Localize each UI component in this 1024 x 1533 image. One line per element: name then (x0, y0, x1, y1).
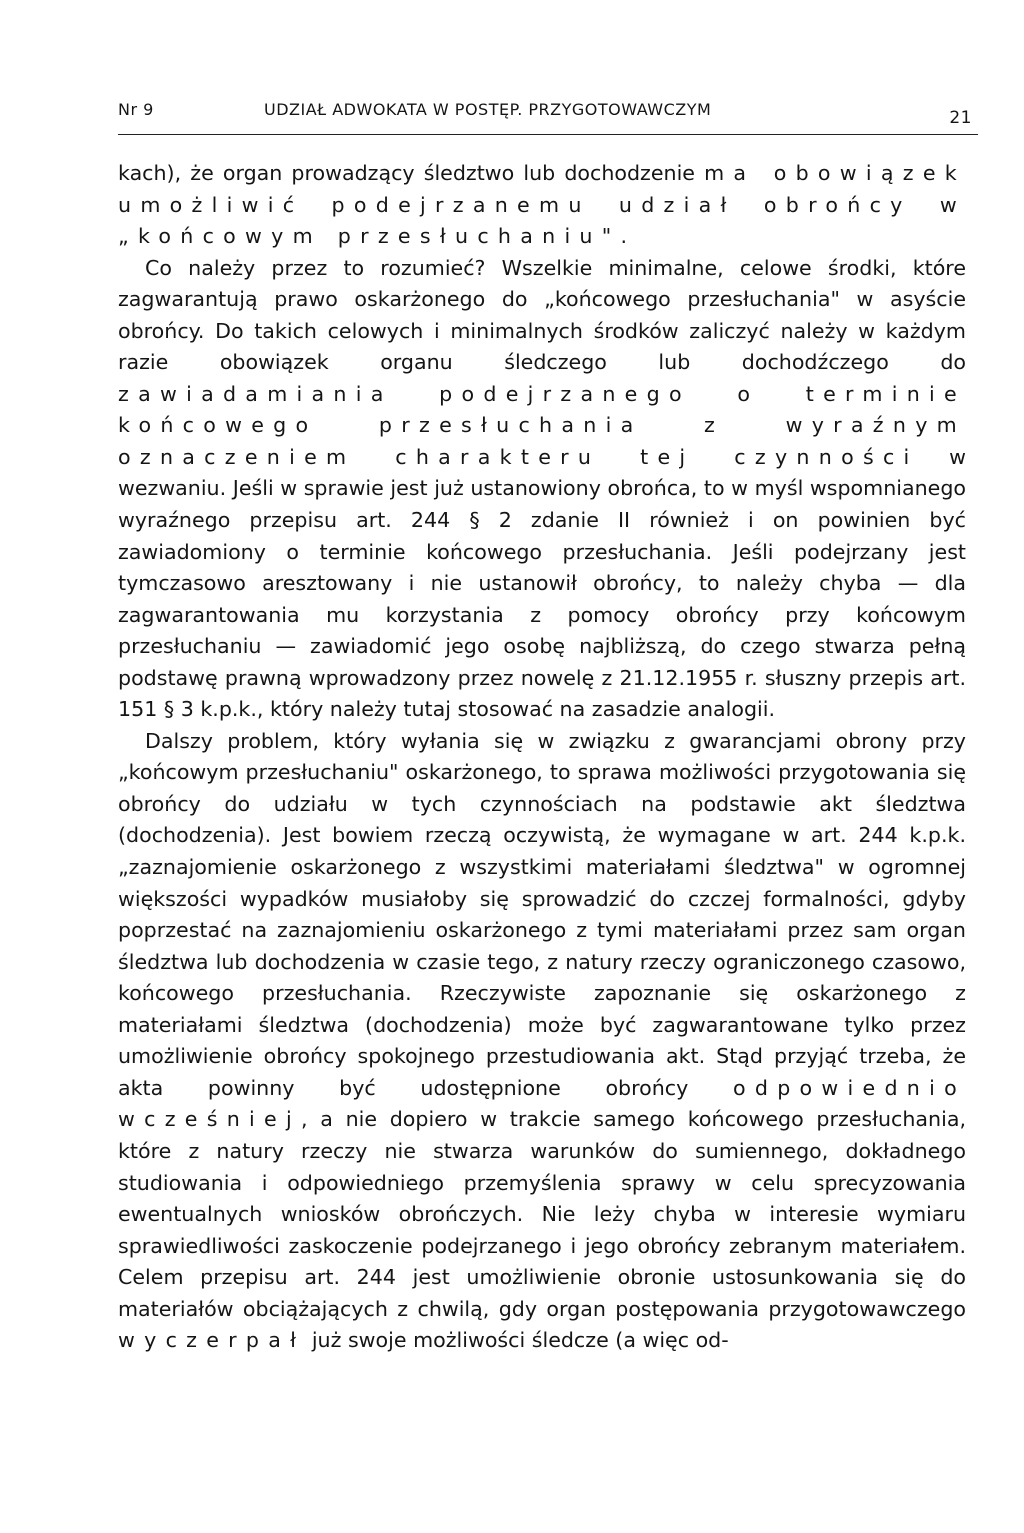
paragraph-3-spaced-emphasis-2: wyczerpał (118, 1328, 306, 1353)
issue-number: Nr 9 (118, 100, 154, 119)
paragraph-2-spaced-emphasis: zawiadamiania podejrzanego o terminie końcowego przesłuchania z wyraźnym oznaczeniem charakteru tej czynności (118, 381, 966, 469)
paragraph-3-text-cont: , a nie dopiero w trakcie samego końcowego przesłuchania, które z natury rzeczy nie stwarza warunków do sumiennego, dokładnego studiowania i odpowiedniego przemyślenia sprawy w celu sprecyzowania ewentualnych wniosków obrończych. Nie leży chyba w interesie wymiaru sprawiedliwości zaskoczenie podejrzanego i jego obrońcy zebranym materiałem. Celem przepisu art. 244 jest umożliwienie obronie ustosunkowania się do materiałów obciążających z chwilą, gdy organ postępowania przygotowawczego (118, 1107, 966, 1321)
paragraph-3-spaced-emphasis-1: odpowiednio wcześniej (118, 1075, 966, 1132)
paragraph-3 (118, 726, 966, 1357)
running-header (118, 100, 978, 135)
running-title: UDZIAŁ ADWOKATA W POSTĘP. PRZYGOTOWAWCZYM (264, 100, 712, 119)
paragraph-3-text-end: już swoje możliwości śledcze (a więc od- (305, 1328, 729, 1353)
paragraph-1 (118, 158, 966, 253)
paragraph-1-spaced-emphasis: ma obowiązek umożliwić podejrzanemu udział obrońcy w „końcowym przesłuchaniu" (118, 161, 966, 249)
paragraph-1-text-end: . (620, 224, 628, 249)
paragraph-2-text-cont: w wezwaniu. Jeśli w sprawie jest już ustanowiony obrońca, to w myśl wspomnianego wyraźnego przepisu art. 244 § 2 zdanie II również i on powinien być zawiadomiony o terminie końcowego przesłuchania. Jeśli podejrzany jest tymczasowo aresztowany i nie ustanowił obrońcy, to należy chyba — dla zagwarantowania mu korzystania z pomocy obrońcy przy końcowym przesłuchaniu — zawiadomić jego osobę najbliższą, do czego stwarza pełną podstawę prawną wprowadzony przez nowelę z 21.12.1955 r. słuszny przepis art. 151 § 3 k.p.k., który należy tutaj stosować na zasadzie analogii. (118, 444, 967, 722)
page-number: 21 (949, 108, 972, 128)
paragraph-2 (118, 253, 966, 726)
paragraph-3-text: Dalszy problem, który wyłania się w związku z gwarancjami obrony przy „końcowym przesłuchaniu" oskarżonego, to sprawa możliwości przygotowania się obrońcy do udziału w tych czynnościach na podstawie akt śledztwa (dochodzenia). Jest bowiem rzeczą oczywistą, że wymagane w art. 244 k.p.k. „zaznajomienie oskarżonego z wszystkimi materiałami śledztwa" w ogromnej większości wypadków musiałoby się sprowadzić do czczej formalności, gdyby poprzestać na zaznajomieniu oskarżonego z tymi materiałami przez sam organ śledztwa lub dochodzenia w czasie tego, z natury rzeczy ograniczonego czasowo, końcowego przesłuchania. Rzeczywiste zapoznanie się oskarżonego z materiałami śledztwa (dochodzenia) może być zagwarantowane tylko przez umożliwienie obrońcy spokojnego przestudiowania akt. Stąd przyjąć trzeba, że akta powinny być udostępnione obrońcy (118, 728, 966, 1100)
paragraph-2-text: Co należy przez to rozumieć? Wszelkie minimalne, celowe środki, które zagwarantują prawo oskarżonego do „końcowego przesłuchania" w asyście obrońcy. Do takich celowych i minimalnych środków zaliczyć należy w każdym razie obowiązek organu śledczego lub dochodźczego do (118, 255, 966, 375)
body-text (118, 158, 966, 1357)
paragraph-1-text: kach), że organ prowadzący śledztwo lub dochodzenie (118, 161, 705, 185)
